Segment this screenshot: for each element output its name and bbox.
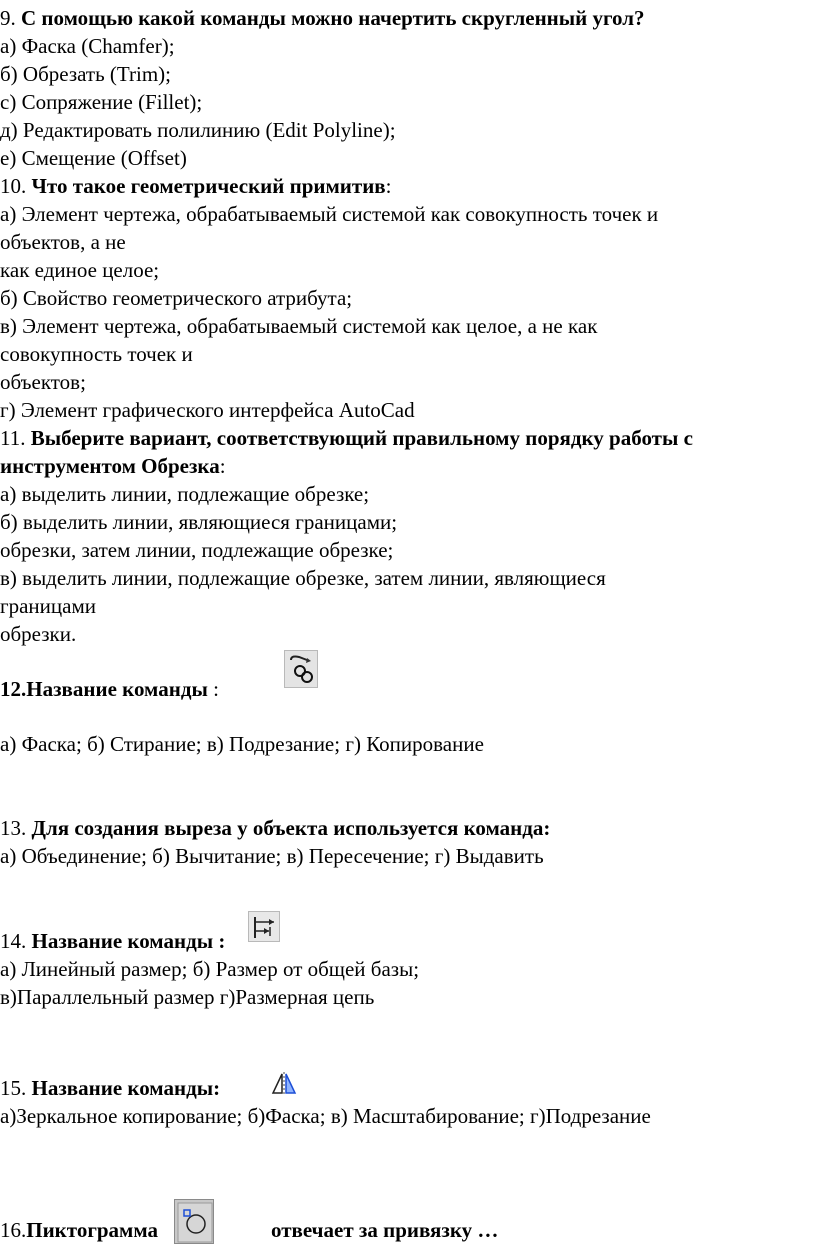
- question-10-colon: :: [385, 174, 392, 198]
- q9-option-e: е) Смещение (Offset): [0, 146, 187, 170]
- question-14-text: Название команды :: [31, 929, 226, 953]
- q14-options-2: в)Параллельный размер г)Размерная цепь: [0, 985, 375, 1009]
- q10-line: объектов, а не: [0, 230, 126, 254]
- q10-line: а) Элемент чертежа, обрабатываемый системой как совокупность точек и: [0, 202, 659, 226]
- q10-line: объектов;: [0, 370, 86, 394]
- question-11-number: 11.: [0, 426, 26, 450]
- q11-line: обрезки.: [0, 622, 77, 646]
- q9-option-b: б) Обрезать (Trim);: [0, 62, 172, 86]
- q10-line: г) Элемент графического интерфейса AutoCad: [0, 398, 415, 422]
- q11-line: а) выделить линии, подлежащие обрезке;: [0, 482, 370, 506]
- q12-options: а) Фаска; б) Стирание; в) Подрезание; г) Копирование: [0, 732, 484, 756]
- question-10-text: Что такое геометрический примитив: [31, 174, 386, 198]
- question-15: [0, 1075, 220, 1101]
- question-12-colon: :: [207, 677, 219, 701]
- q9-option-c: с) Сопряжение (Fillet);: [0, 90, 203, 114]
- q10-line: в) Элемент чертежа, обрабатываемый системой как целое, а не как: [0, 314, 598, 338]
- question-11-text-1: Выберите вариант, соответствующий правильному порядку работы с: [30, 426, 693, 450]
- q11-line: б) выделить линии, являющиеся границами;: [0, 510, 398, 534]
- question-12: [0, 676, 219, 702]
- question-13: [0, 815, 550, 841]
- question-11-text-2: инструментом Обрезка: [0, 454, 220, 478]
- fillet-command-icon: [284, 650, 318, 688]
- baseline-dimension-icon: [248, 911, 280, 942]
- question-13-text: Для создания выреза у объекта используется команда:: [31, 816, 551, 840]
- q11-line: в) выделить линии, подлежащие обрезке, затем линии, являющиеся: [0, 566, 606, 590]
- question-10-number: 10.: [0, 174, 27, 198]
- question-11-cont: [0, 453, 226, 479]
- question-16-text: Пиктограмма: [26, 1218, 159, 1242]
- q14-options-1: а) Линейный размер; б) Размер от общей базы;: [0, 957, 420, 981]
- q16-tail: отвечает за привязку …: [271, 1218, 499, 1242]
- question-11-colon: :: [219, 454, 226, 478]
- q10-line: б) Свойство геометрического атрибута;: [0, 286, 353, 310]
- question-9-text: С помощью какой команды можно начертить скругленный угол?: [21, 6, 645, 30]
- question-16: [0, 1217, 158, 1243]
- mirror-command-icon: [270, 1071, 298, 1097]
- question-13-number: 13.: [0, 816, 27, 840]
- question-9-number: 9.: [0, 6, 16, 30]
- q9-option-d: д) Редактировать полилинию (Edit Polyline);: [0, 118, 396, 142]
- q9-option-a: а) Фаска (Chamfer);: [0, 34, 175, 58]
- q10-line: как единое целое;: [0, 258, 160, 282]
- q15-options: а)Зеркальное копирование; б)Фаска; в) Масштабирование; г)Подрезание: [0, 1104, 651, 1128]
- question-15-number: 15.: [0, 1076, 27, 1100]
- question-11: [0, 425, 693, 451]
- question-9: [0, 5, 645, 31]
- question-10: [0, 173, 392, 199]
- q11-line: границами: [0, 594, 96, 618]
- question-16-number: 16.: [0, 1218, 27, 1242]
- question-12-text: 12.Название команды: [0, 677, 208, 701]
- q11-line: обрезки, затем линии, подлежащие обрезке;: [0, 538, 394, 562]
- question-14: [0, 928, 225, 954]
- q13-options: а) Объединение; б) Вычитание; в) Пересечение; г) Выдавить: [0, 844, 544, 868]
- question-15-text: Название команды:: [31, 1076, 221, 1100]
- snap-center-icon: [174, 1199, 214, 1244]
- question-14-number: 14.: [0, 929, 27, 953]
- q10-line: совокупность точек и: [0, 342, 193, 366]
